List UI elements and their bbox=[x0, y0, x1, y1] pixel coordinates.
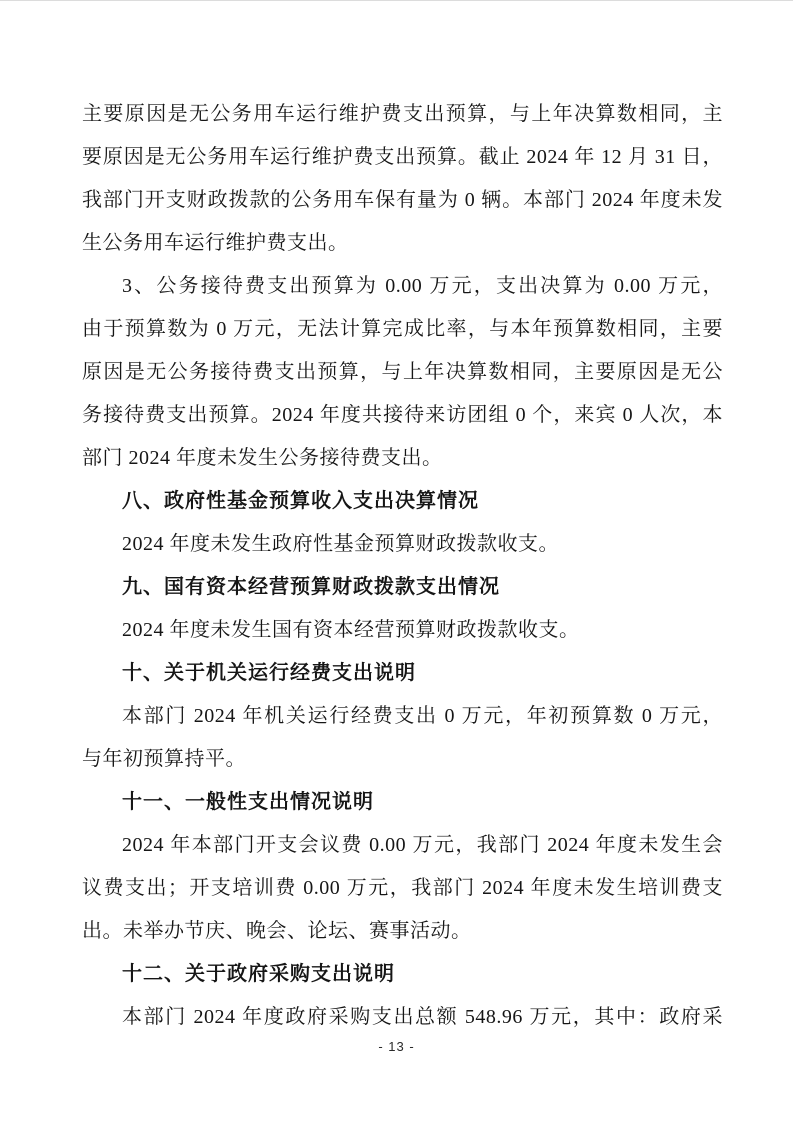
paragraph-line: 3、公务接待费支出预算为 0.00 万元，支出决算为 0.00 万元， bbox=[122, 275, 723, 297]
paragraph-line: 主要原因是无公务用车运行维护费支出预算，与上年决算数相同，主 bbox=[82, 103, 723, 125]
paragraph-line: 2024 年度未发生政府性基金预算财政拨款收支。 bbox=[122, 533, 559, 555]
paragraph-line: 出。未举办节庆、晚会、论坛、赛事活动。 bbox=[82, 920, 472, 942]
section-heading: 九、国有资本经营预算财政拨款支出情况 bbox=[122, 576, 500, 598]
page-top-edge bbox=[0, 0, 793, 1]
section-heading: 十、关于机关运行经费支出说明 bbox=[122, 662, 416, 684]
paragraph-line: 原因是无公务接待费支出预算，与上年决算数相同，主要原因是无公 bbox=[82, 361, 723, 383]
section-heading: 十二、关于政府采购支出说明 bbox=[122, 963, 395, 985]
paragraph-line: 部门 2024 年度未发生公务接待费支出。 bbox=[82, 447, 443, 469]
page-number: - 13 - bbox=[378, 1039, 415, 1054]
paragraph-line: 与年初预算持平。 bbox=[82, 748, 246, 770]
page-content bbox=[82, 93, 723, 1039]
paragraph-line: 2024 年度未发生国有资本经营预算财政拨款收支。 bbox=[122, 619, 580, 641]
paragraph-line: 要原因是无公务用车运行维护费支出预算。截止 2024 年 12 月 31 日， bbox=[82, 146, 723, 168]
paragraph-line: 务接待费支出预算。2024 年度共接待来访团组 0 个，来宾 0 人次，本 bbox=[82, 404, 723, 426]
paragraph-line: 本部门 2024 年度政府采购支出总额 548.96 万元，其中：政府采 bbox=[122, 1006, 723, 1028]
paragraph-line: 生公务用车运行维护费支出。 bbox=[82, 232, 349, 254]
paragraph-line: 由于预算数为 0 万元，无法计算完成比率，与本年预算数相同，主要 bbox=[82, 318, 723, 340]
paragraph-line: 2024 年本部门开支会议费 0.00 万元，我部门 2024 年度未发生会 bbox=[122, 834, 723, 856]
paragraph-line: 本部门 2024 年机关运行经费支出 0 万元，年初预算数 0 万元， bbox=[122, 705, 723, 727]
section-heading: 十一、一般性支出情况说明 bbox=[122, 791, 374, 813]
section-heading: 八、政府性基金预算收入支出决算情况 bbox=[122, 490, 479, 512]
paragraph-line: 议费支出；开支培训费 0.00 万元，我部门 2024 年度未发生培训费支 bbox=[82, 877, 723, 899]
paragraph-line: 我部门开支财政拨款的公务用车保有量为 0 辆。本部门 2024 年度未发 bbox=[82, 189, 723, 211]
